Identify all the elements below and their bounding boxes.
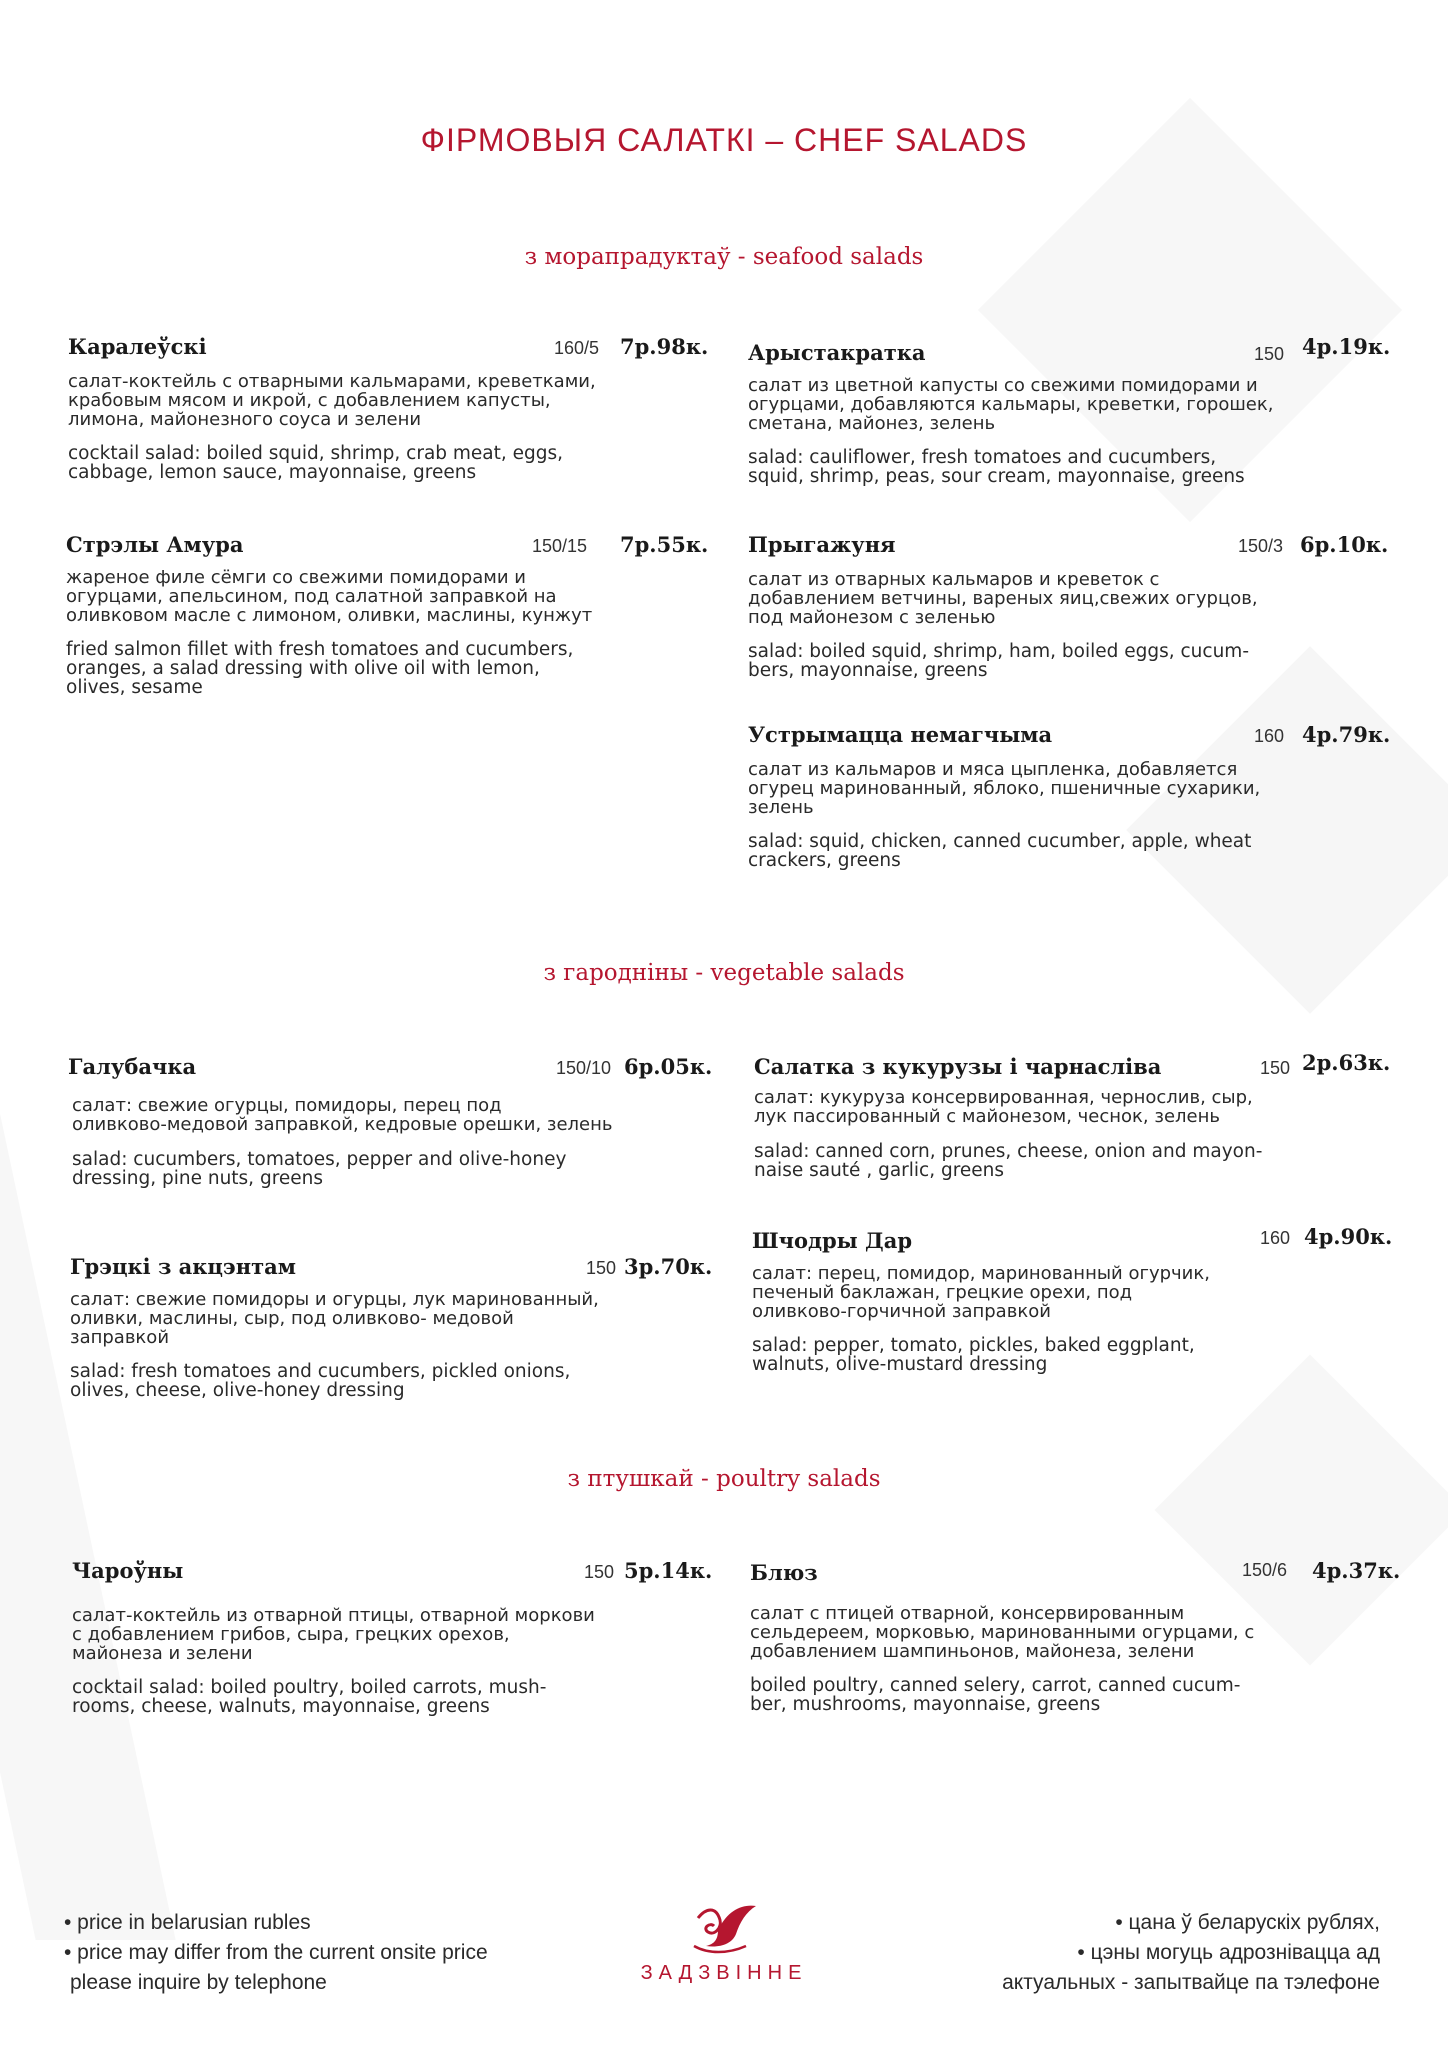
item-name: Арыстакратка: [748, 340, 926, 365]
item-price: 6р.10к.: [1300, 532, 1389, 557]
item-description-en: salad: boiled squid, shrimp, ham, boiled eggs, cucum- bers, mayonnaise, greens: [748, 641, 1249, 681]
item-description-ru: салат-коктейль с отварными кальмарами, креветками, крабовым мясом и икрой, с добавлением капусты, лимона, майонезного соуса и зелени: [68, 371, 596, 430]
item-weight: 150: [1260, 1058, 1291, 1078]
section-title-vegetable: з гароднiны - vegetable salads: [543, 960, 905, 986]
item-description-en: salad: cauliflower, fresh tomatoes and cucumbers, squid, shrimp, peas, sour cream, mayonnaise, greens: [748, 447, 1245, 487]
section-title-seafood: з морапрадуктаў - seafood salads: [524, 244, 924, 270]
item-weight: 150/10: [556, 1058, 612, 1078]
item-description-ru: салат из отварных кальмаров и креветок с добавлением ветчины, вареных яиц,свежих огурцов, под майонезом с зеленью: [748, 569, 1258, 628]
item-description-en: salad: pepper, tomato, pickles, baked eggplant, walnuts, olive-mustard dressing: [752, 1335, 1195, 1375]
item-name: Шчодры Дар: [752, 1228, 913, 1253]
item-description-en: cocktail salad: boiled squid, shrimp, crab meat, eggs, cabbage, lemon sauce, mayonnaise, greens: [68, 443, 564, 483]
item-price: 6р.05к.: [624, 1054, 713, 1079]
item-description-en: salad: canned corn, prunes, cheese, onion and mayon- naise sauté , garlic, greens: [754, 1141, 1263, 1181]
item-name: Каралеўскі: [68, 334, 207, 359]
item-description-ru: салат: свежие помидоры и огурцы, лук маринованный, оливки, маслины, сыр, под оливково- медовой заправкой: [70, 1289, 599, 1348]
item-description-en: salad: cucumbers, tomatoes, pepper and olive-honey dressing, pine nuts, greens: [72, 1149, 567, 1189]
item-name: Грэцкі з акцэнтам: [70, 1254, 296, 1279]
item-description-en: fried salmon fillet with fresh tomatoes and cucumbers, oranges, a salad dressing with olive oil with lemon, olives, sesame: [66, 639, 574, 698]
item-description-ru: салат: кукуруза консервированная, чернослив, сыр, лук пассированный с майонезом, чеснок, зелень: [754, 1087, 1253, 1127]
item-description-ru: салат: свежие огурцы, помидоры, перец под оливково-медовой заправкой, кедровые орешки, зелень: [72, 1095, 613, 1135]
item-description-en: boiled poultry, canned selery, carrot, canned cucum- ber, mushrooms, mayonnaise, greens: [750, 1675, 1241, 1715]
footer-note-en: • price in belarusian rubles • price may differ from the current onsite price please inquire by telephone: [64, 1911, 488, 1994]
item-description-en: salad: fresh tomatoes and cucumbers, pickled onions, olives, cheese, olive-honey dressing: [70, 1361, 571, 1401]
item-weight: 160: [1260, 1228, 1291, 1248]
footer-note-by: • цана ў беларускіх рублях, • цэны могуць адрозніваццa ад актуальных - запытвайце па тэлефоне: [1002, 1911, 1380, 1994]
item-description-en: cocktail salad: boiled poultry, boiled carrots, mush- rooms, cheese, walnuts, mayonnaise, greens: [72, 1677, 547, 1717]
logo-text: ЗАДЗВІННЕ: [640, 1962, 808, 1984]
item-weight: 150/3: [1238, 536, 1284, 556]
item-weight: 150/15: [532, 536, 588, 556]
item-name: Прыгажуня: [748, 532, 896, 557]
item-price: 7р.55к.: [620, 532, 709, 557]
item-description-ru: салат из цветной капусты со свежими помидорами и огурцами, добавляются кальмары, креветки, горошек, сметана, майонез, зелень: [748, 375, 1274, 434]
item-price: 4р.79к.: [1302, 722, 1391, 747]
item-name: Устрымацца немагчыма: [748, 722, 1053, 747]
item-price: 4р.37к.: [1312, 1558, 1401, 1583]
item-weight: 150: [586, 1258, 617, 1278]
restaurant-logo: [614, 1900, 834, 1985]
item-name: Блюз: [750, 1560, 818, 1585]
item-description-ru: салат: перец, помидор, маринованный огурчик, печеный баклажан, грецкие орехи, под оливково-горчичной заправкой: [752, 1263, 1210, 1322]
swan-logo-icon: [684, 1900, 764, 1958]
item-price: 4р.90к.: [1304, 1224, 1393, 1249]
item-weight: 160/5: [554, 338, 600, 358]
page-title: ФІРМОВЫЯ САЛАТКІ – CHEF SALADS: [420, 122, 1028, 158]
item-description-ru: жареное филе сёмги со свежими помидорами и огурцами, апельсином, под салатной заправкой на оливковом масле с лимоном, оливки, маслины, кунжут: [66, 567, 593, 626]
item-name: Стрэлы Амура: [66, 532, 244, 557]
item-price: 5р.14к.: [624, 1558, 713, 1583]
background-pattern: [1126, 646, 1448, 1014]
item-weight: 160: [1254, 726, 1285, 746]
item-description-ru: салат из кальмаров и мяса цыпленка, добавляется огурец маринованный, яблоко, пшеничные сухарики, зелень: [748, 759, 1261, 818]
item-description-ru: салат с птицей отварной, консервированным сельдереем, морковью, маринованными огурцами, с добавлением шампиньонов, майонеза, зелени: [750, 1603, 1255, 1662]
item-name: Салатка з кукурузы і чарнасліва: [754, 1054, 1162, 1079]
item-description-en: salad: squid, chicken, canned cucumber, apple, wheat crackers, greens: [748, 831, 1252, 871]
item-weight: 150: [1254, 344, 1285, 364]
item-weight: 150/6: [1242, 1560, 1288, 1580]
item-description-ru: салат-коктейль из отварной птицы, отварной моркови с добавлением грибов, сыра, грецких орехов, майонеза и зелени: [72, 1605, 595, 1664]
section-title-poultry: з птушкай - poultry salads: [567, 1466, 881, 1492]
item-price: 3р.70к.: [624, 1254, 713, 1279]
item-weight: 150: [584, 1562, 615, 1582]
item-price: 4р.19к.: [1302, 334, 1391, 359]
item-name: Галубачка: [68, 1054, 197, 1079]
item-price: 7р.98к.: [620, 334, 709, 359]
item-name: Чароўны: [72, 1558, 184, 1583]
item-price: 2р.63к.: [1302, 1050, 1391, 1075]
